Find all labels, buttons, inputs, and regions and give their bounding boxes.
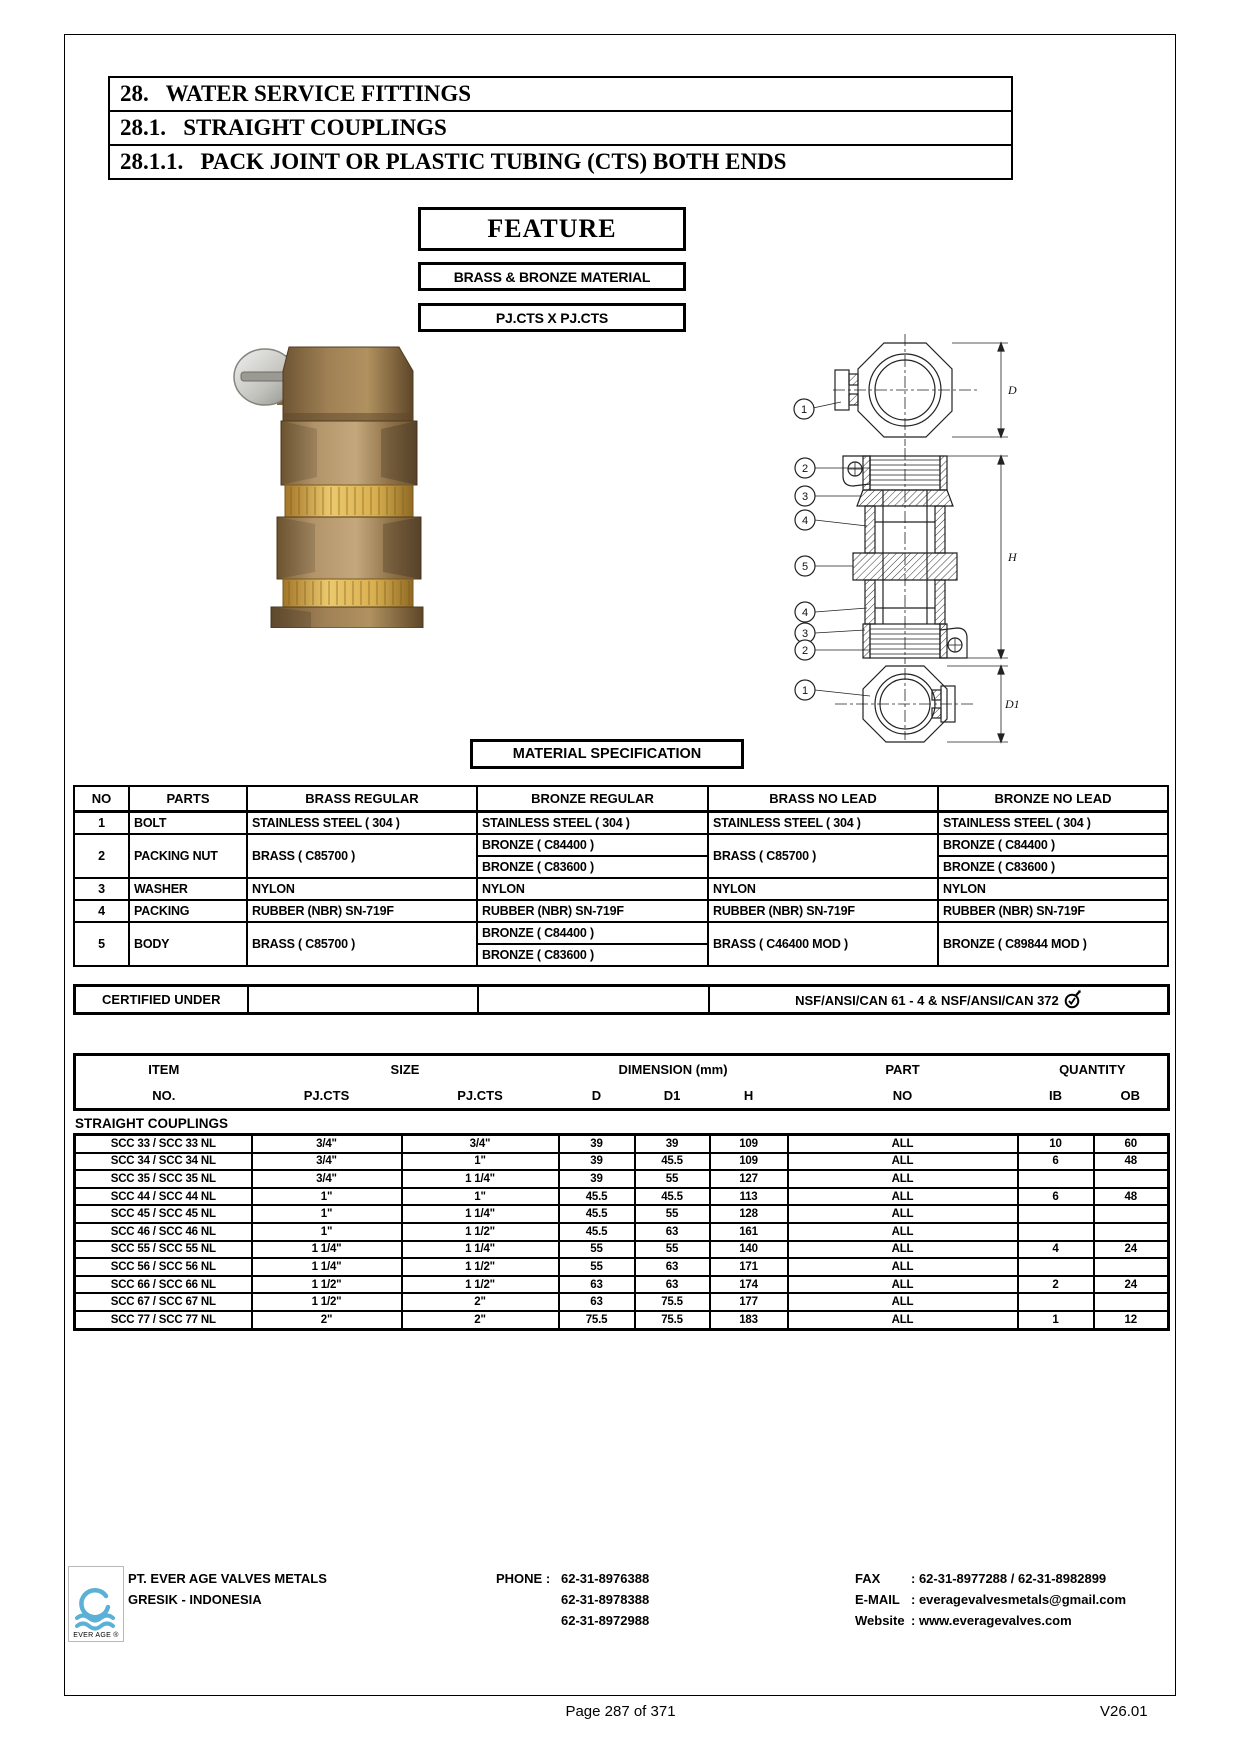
table-cell: 1 1/2" [402,1258,559,1276]
cell-value: NYLON [477,878,708,900]
table-row [74,922,1168,944]
table-cell: ALL [788,1188,1018,1206]
table-row [75,1241,1169,1259]
col-size-pjcts-1: PJ.CTS [303,1087,350,1103]
table-row [75,1135,1169,1153]
table-row [75,1293,1169,1311]
phone-number: 62-31-8972988 [561,1613,650,1628]
table-cell: ALL [788,1153,1018,1171]
table-cell [1094,1205,1169,1223]
email-label: E-MAIL [855,1592,900,1607]
dim-label-d1: D1 [1005,697,1020,711]
table-cell: 1 1/2" [402,1223,559,1241]
cell-value: NYLON [247,878,477,900]
cell-value: RUBBER (NBR) SN-719F [247,900,477,922]
logo-caption: EVER AGE ® [73,1632,119,1639]
table-cell: 39 [559,1135,635,1153]
fax-line: FAX : 62-31-8977288 / 62-31-8982899 [855,1568,1126,1589]
table-cell: 45.5 [559,1188,635,1206]
table-cell: 63 [635,1258,710,1276]
table-cell: 174 [710,1276,788,1294]
technical-drawing [775,328,1020,753]
subsubsection-title: 28.1.1. PACK JOINT OR PLASTIC TUBING (CTS) BOTH ENDS [108,144,1013,180]
website-label: Website [855,1613,905,1628]
table-cell: 183 [710,1311,788,1329]
cell-value: NYLON [938,878,1168,900]
cell-part: PACKING NUT [129,834,247,878]
phone-label: PHONE : [496,1571,551,1586]
coupling-section-drawing [775,328,1020,753]
table-cell: SCC 55 / SCC 55 NL [75,1241,252,1259]
table-cell: ALL [788,1241,1018,1259]
version-number: V26.01 [1100,1703,1148,1720]
table-cell: 63 [635,1276,710,1294]
straight-couplings-label: STRAIGHT COUPLINGS [75,1116,229,1131]
cell-no: 2 [74,834,129,878]
ever-age-logo-icon [73,1582,119,1632]
table-cell: 55 [635,1241,710,1259]
cell-value: BRONZE ( C83600 ) [477,856,708,878]
table-cell: 140 [710,1241,788,1259]
cell-part: BODY [129,922,247,966]
table-cell: 45.5 [559,1205,635,1223]
material-banner: BRASS & BRONZE MATERIAL [418,262,686,291]
table-cell: 39 [559,1170,635,1188]
table-cell: 113 [710,1188,788,1206]
cell-no: 5 [74,922,129,966]
table-cell [1018,1258,1094,1276]
table-cell: 3/4" [252,1135,402,1153]
table-cell: 48 [1094,1153,1169,1171]
table-cell: SCC 33 / SCC 33 NL [75,1135,252,1153]
contact-info [855,1568,1126,1631]
table-cell: ALL [788,1258,1018,1276]
table-cell: 39 [559,1153,635,1171]
col-dim-d1: D1 [663,1087,681,1103]
table-cell [1018,1170,1094,1188]
product-photo [225,333,445,628]
subsection-title: 28.1. STRAIGHT COUPLINGS [108,110,1013,146]
phone-numbers [561,1568,649,1631]
company-name: PT. EVER AGE VALVES METALS [128,1571,327,1586]
col-no: NO [74,786,129,812]
cell-value: BRONZE ( C89844 MOD ) [938,922,1168,966]
page-title: 28. WATER SERVICE FITTINGS [108,76,1013,112]
callout-1-top: 1 [800,404,808,416]
table-cell: 128 [710,1205,788,1223]
table-cell: 177 [710,1293,788,1311]
website-value: www.everagevalves.com [918,1613,1072,1628]
table-cell: 24 [1094,1241,1169,1259]
col-qty-ob: OB [1120,1087,1141,1103]
table-cell: 2" [402,1293,559,1311]
table-cell: 1 1/2" [252,1293,402,1311]
feature-heading: FEATURE [418,207,686,251]
table-cell: 75.5 [559,1311,635,1329]
table-cell: 3/4" [252,1153,402,1171]
col-quantity: QUANTITY [1059,1061,1126,1077]
phone-number: 62-31-8978388 [561,1592,650,1607]
certified-value: NSF/ANSI/CAN 61 - 4 & NSF/ANSI/CAN 372 [795,993,1059,1008]
cell-value: BRASS ( C85700 ) [247,922,477,966]
cell-part: WASHER [129,878,247,900]
company-info [128,1568,327,1610]
table-cell: 1" [402,1188,559,1206]
cell-no: 4 [74,900,129,922]
table-cell: SCC 44 / SCC 44 NL [75,1188,252,1206]
table-cell: 63 [559,1276,635,1294]
connection-banner: PJ.CTS X PJ.CTS [418,303,686,332]
cell-value: BRONZE ( C83600 ) [477,944,708,966]
cell-value: BRONZE ( C83600 ) [938,856,1168,878]
table-cell: 63 [635,1223,710,1241]
table-cell: 6 [1018,1188,1094,1206]
col-brass-regular: BRASS REGULAR [247,786,477,812]
table-cell: 1" [252,1223,402,1241]
couplings-table [73,1133,1170,1331]
couplings-table-body [75,1135,1169,1330]
col-size-pjcts-2: PJ.CTS [457,1087,503,1103]
table-row [75,1223,1169,1241]
cell-value: RUBBER (NBR) SN-719F [938,900,1168,922]
nsf-certification-icon [1064,990,1081,1009]
table-row [74,834,1168,856]
table-cell: 1" [252,1188,402,1206]
dim-label-h: H [1008,550,1017,564]
table-cell: 55 [559,1258,635,1276]
table-cell [1094,1223,1169,1241]
cell-no: 3 [74,878,129,900]
table-cell: 2" [252,1311,402,1329]
table-cell [1018,1205,1094,1223]
dim-label-d: D [1008,383,1017,397]
table-cell: 2 [1018,1276,1094,1294]
table-header-row [74,786,1168,812]
col-bronze-no-lead: BRONZE NO LEAD [938,786,1168,812]
col-parts: PARTS [129,786,247,812]
table-cell: 55 [559,1241,635,1259]
col-dim-d: D [591,1087,602,1103]
cell-no: 1 [74,812,129,835]
col-part-no: NO [892,1087,913,1103]
fax-value: 62-31-8977288 / 62-31-8982899 [918,1571,1107,1586]
table-row [75,1205,1169,1223]
certified-table [73,984,1170,1015]
table-cell: 63 [559,1293,635,1311]
cell-value: STAINLESS STEEL ( 304 ) [938,812,1168,835]
cell-value: RUBBER (NBR) SN-719F [477,900,708,922]
table-cell: 161 [710,1223,788,1241]
coupling-photo-illustration [225,333,445,628]
table-cell: 171 [710,1258,788,1276]
table-cell [1094,1293,1169,1311]
couplings-header-box [73,1053,1170,1111]
table-cell [1094,1170,1169,1188]
cell-value: NYLON [708,878,938,900]
table-cell: 2" [402,1311,559,1329]
table-cell: 1 1/4" [402,1241,559,1259]
section-titles [108,76,1013,180]
table-row [75,1188,1169,1206]
col-bronze-regular: BRONZE REGULAR [477,786,708,812]
table-cell: 75.5 [635,1293,710,1311]
table-cell: 45.5 [635,1188,710,1206]
table-cell [1018,1293,1094,1311]
fax-label: FAX [855,1571,881,1586]
cell-value: BRONZE ( C84400 ) [938,834,1168,856]
table-cell: 48 [1094,1188,1169,1206]
col-item: ITEM [148,1061,180,1077]
col-size: SIZE [390,1061,420,1077]
col-part: PART [885,1061,920,1077]
table-cell: 45.5 [635,1153,710,1171]
callout-2: 2 [801,463,809,475]
cell-value: STAINLESS STEEL ( 304 ) [477,812,708,835]
table-cell: 109 [710,1153,788,1171]
table-cell: 3/4" [252,1170,402,1188]
table-row [74,878,1168,900]
table-cell: ALL [788,1170,1018,1188]
table-row [75,986,1169,1014]
table-cell: 1 1/4" [252,1258,402,1276]
table-cell: 24 [1094,1276,1169,1294]
table-cell: ALL [788,1293,1018,1311]
callout-1-bottom: 1 [801,685,809,697]
website-line: Website : www.everagevalves.com [855,1610,1126,1631]
table-row [74,900,1168,922]
material-spec-heading: MATERIAL SPECIFICATION [470,739,744,769]
table-row [75,1311,1169,1329]
cell-part: PACKING [129,900,247,922]
cell-value: STAINLESS STEEL ( 304 ) [708,812,938,835]
table-cell: SCC 66 / SCC 66 NL [75,1276,252,1294]
table-cell: 1 1/4" [252,1241,402,1259]
cell-value: BRASS ( C46400 MOD ) [708,922,938,966]
table-row [75,1153,1169,1171]
table-row [74,812,1168,835]
callout-3: 3 [801,491,809,503]
table-cell: SCC 67 / SCC 67 NL [75,1293,252,1311]
table-cell: SCC 46 / SCC 46 NL [75,1223,252,1241]
table-cell: ALL [788,1135,1018,1153]
table-header-row [75,1082,1169,1110]
company-logo [68,1566,124,1642]
email-line: E-MAIL : everagevalvesmetals@gmail.com [855,1589,1126,1610]
col-dimension: DIMENSION (mm) [618,1061,728,1077]
table-cell: 1 1/2" [402,1276,559,1294]
callout-4b: 4 [801,607,809,619]
table-row [75,1276,1169,1294]
table-cell: 1" [402,1153,559,1171]
page-number: Page 287 of 371 [565,1703,676,1720]
email-value: everagevalvesmetals@gmail.com [918,1592,1127,1607]
table-cell: SCC 77 / SCC 77 NL [75,1311,252,1329]
cell-value: BRASS ( C85700 ) [708,834,938,878]
callout-3b: 3 [801,628,809,640]
table-cell: 60 [1094,1135,1169,1153]
table-cell: 1 1/4" [402,1170,559,1188]
cell-value: BRASS ( C85700 ) [247,834,477,878]
cell-value: RUBBER (NBR) SN-719F [708,900,938,922]
table-cell: 6 [1018,1153,1094,1171]
table-cell: SCC 35 / SCC 35 NL [75,1170,252,1188]
table-cell: 45.5 [559,1223,635,1241]
table-cell: 1 1/2" [252,1276,402,1294]
table-cell: 1 [1018,1311,1094,1329]
callout-4: 4 [801,515,809,527]
table-header-row [75,1055,1169,1083]
table-cell: ALL [788,1205,1018,1223]
col-item-no: NO. [152,1087,176,1103]
cell-value: BRONZE ( C84400 ) [477,922,708,944]
certified-value-cell [709,986,1169,1014]
table-cell: 127 [710,1170,788,1188]
table-cell: 12 [1094,1311,1169,1329]
col-brass-no-lead: BRASS NO LEAD [708,786,938,812]
cell-value: STAINLESS STEEL ( 304 ) [247,812,477,835]
table-cell: 55 [635,1205,710,1223]
certified-label: CERTIFIED UNDER [75,986,248,1014]
col-dim-h: H [743,1087,754,1103]
cell-value: BRONZE ( C84400 ) [477,834,708,856]
phone-number: 62-31-8976388 [561,1571,650,1586]
table-cell: SCC 34 / SCC 34 NL [75,1153,252,1171]
table-cell: 39 [635,1135,710,1153]
table-cell: 3/4" [402,1135,559,1153]
table-row [75,1258,1169,1276]
company-location: GRESIK - INDONESIA [128,1592,262,1607]
table-cell [1018,1223,1094,1241]
table-cell: SCC 45 / SCC 45 NL [75,1205,252,1223]
table-cell: 1" [252,1205,402,1223]
table-cell: 109 [710,1135,788,1153]
empty-cell [478,986,709,1014]
cell-part: BOLT [129,812,247,835]
table-cell [1094,1258,1169,1276]
empty-cell [248,986,478,1014]
table-cell: ALL [788,1311,1018,1329]
table-cell: SCC 56 / SCC 56 NL [75,1258,252,1276]
table-cell: 55 [635,1170,710,1188]
table-cell: ALL [788,1223,1018,1241]
callout-5: 5 [801,561,809,573]
col-qty-ib: IB [1049,1087,1063,1103]
table-cell: 1 1/4" [402,1205,559,1223]
table-cell: 4 [1018,1241,1094,1259]
table-cell: 10 [1018,1135,1094,1153]
table-row [75,1170,1169,1188]
callout-2b: 2 [801,645,809,657]
table-cell: ALL [788,1276,1018,1294]
material-spec-table [73,785,1169,967]
table-cell: 75.5 [635,1311,710,1329]
